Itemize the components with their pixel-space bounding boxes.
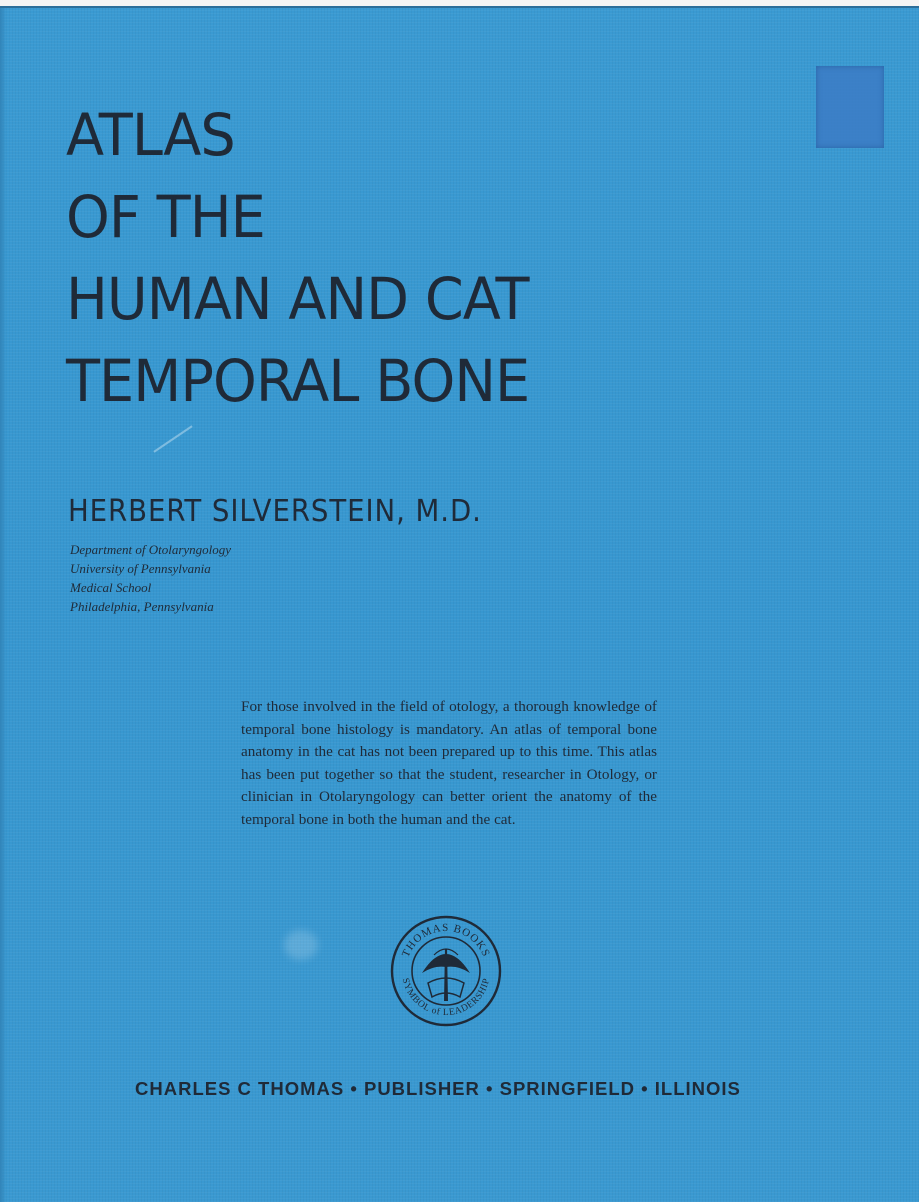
book-title bbox=[66, 94, 529, 422]
title-line: OF THE bbox=[66, 183, 265, 251]
title-line: TEMPORAL BONE bbox=[66, 347, 530, 415]
cover-edge bbox=[0, 8, 6, 1202]
price-sticker bbox=[816, 66, 884, 148]
title-line: HUMAN AND CAT bbox=[66, 265, 529, 333]
logo-bottom-text: SYMBOL of LEADERSHIP bbox=[399, 977, 493, 1019]
title-line: ATLAS bbox=[66, 101, 235, 169]
affiliation-line: University of Pennsylvania bbox=[70, 561, 211, 576]
thomas-books-logo-icon bbox=[388, 913, 504, 1029]
affiliation-line: Philadelphia, Pennsylvania bbox=[70, 599, 214, 614]
author-name: HERBERT SILVERSTEIN, M.D. bbox=[68, 494, 482, 529]
affiliation-line: Medical School bbox=[70, 580, 152, 595]
cover-crease bbox=[153, 425, 192, 452]
affiliation-line: Department of Otolaryngology bbox=[70, 542, 232, 557]
book-cover bbox=[0, 6, 919, 1202]
cover-smudge bbox=[284, 930, 318, 960]
publisher-line: CHARLES C THOMAS • PUBLISHER • SPRINGFIELD • ILLINOIS bbox=[135, 1078, 741, 1099]
book-description: For those involved in the field of otology, a thorough knowledge of temporal bone histology is mandatory. An atlas of temporal bone anatomy in the cat has not been prepared up to this time. This atlas has been put together so that the student, researcher in Otology, or clinician in Otolaryngology can better orient the anatomy of the temporal bone in both the human and the cat. bbox=[241, 698, 657, 828]
logo-top-text: THOMAS BOOKS bbox=[399, 921, 493, 959]
author-affiliation bbox=[70, 540, 231, 616]
